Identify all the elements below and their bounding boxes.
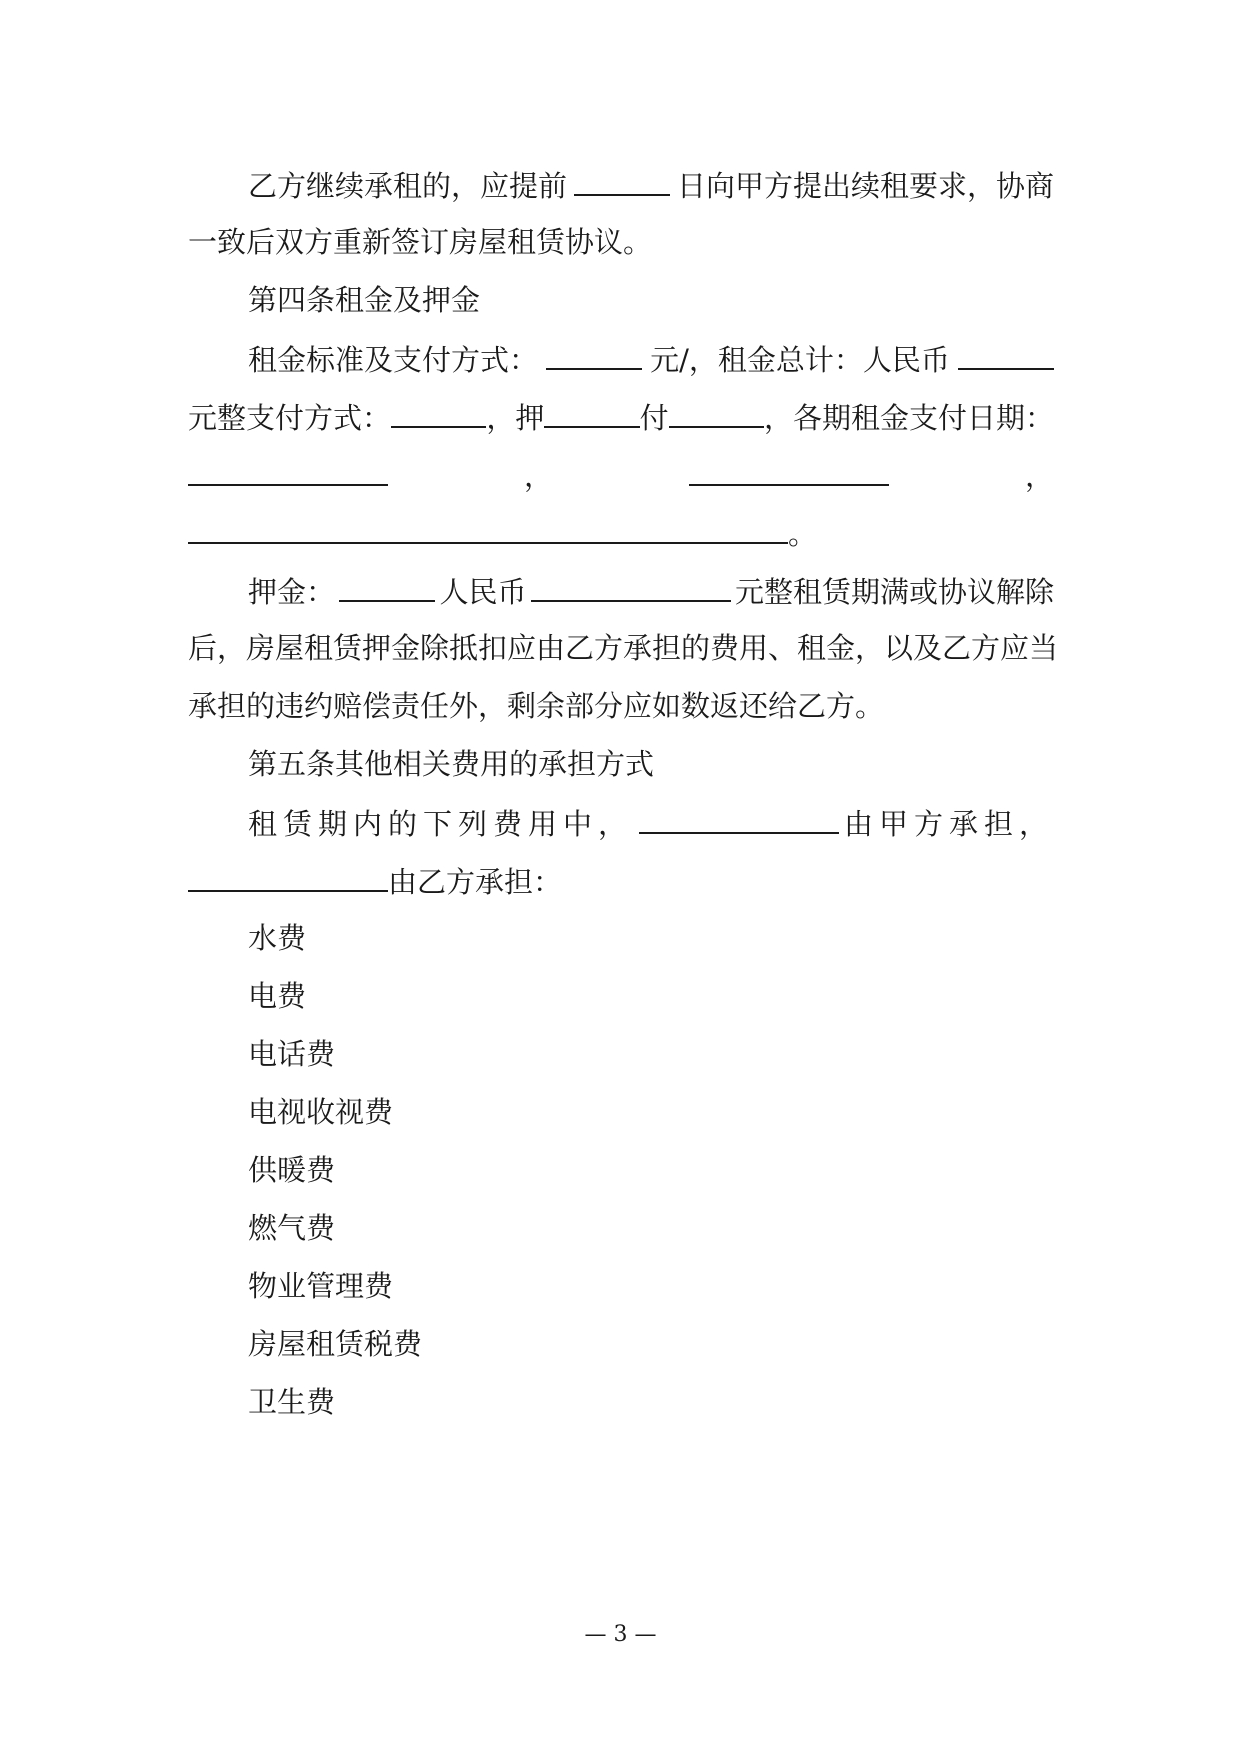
text: 付 [639,401,669,435]
fee-item [248,1034,1054,1074]
payment-dates-line [188,454,1054,494]
fee-item [248,1324,1054,1364]
heading-text: 第五条其他相关费用的承担方式 [248,747,655,781]
fee-item [248,918,1054,958]
blank-payment-method [391,396,486,428]
fee-item [248,1150,1054,1190]
fees-intro-line [248,802,1054,842]
text: ，押 [486,401,545,435]
payment-method-line [188,396,1054,436]
text: 元/，租金总计：人民币 [650,343,950,377]
text: 由乙方承担： [388,865,563,899]
blank-days [574,164,670,196]
deposit-line3 [188,686,1054,726]
article-4-heading [248,280,1054,320]
fees-intro-line2 [188,860,1054,900]
deposit-line2 [188,628,1059,668]
text: 押金： [248,575,336,609]
text: 乙方继续承租的，应提前 [248,169,568,203]
blank-landlord-fees [639,802,839,834]
fee-item [248,1382,1054,1422]
text: 租赁期内的下列费用中， [248,807,634,841]
blank-rent-total [958,338,1054,370]
blank-date-3 [188,512,788,544]
text: 由甲方承担， [843,807,1054,841]
fee-item [248,1092,1054,1132]
separator: ， [1024,459,1054,493]
blank-tenant-fees [188,860,388,892]
blank-deposit-amount [531,570,731,602]
text: 租金标准及支付方式： [248,343,539,377]
text: 日向甲方提出续租要求，协商 [676,169,1054,203]
fee-label: 电视收视费 [248,1095,394,1129]
fee-label: 电费 [248,979,307,1013]
blank-date-1 [188,454,388,486]
text: 一致后双方重新签订房屋租赁协议。 [188,225,653,259]
fee-label: 物业管理费 [248,1269,394,1303]
separator: ， [523,459,553,493]
blank-deposit-months [544,396,639,428]
fee-label: 卫生费 [248,1385,336,1419]
blank-deposit [339,570,435,602]
text: 人民币 [439,575,527,609]
fee-label: 供暖费 [248,1153,336,1187]
text: 元整支付方式： [188,401,392,435]
article-5-heading [248,744,1054,784]
period: 。 [788,517,818,551]
text: 承担的违约赔偿责任外，剩余部分应如数返还给乙方。 [188,689,885,723]
fee-item [248,976,1054,1016]
renewal-paragraph-line2 [188,222,1054,262]
fee-label: 电话费 [248,1037,336,1071]
blank-rent-amount [546,338,642,370]
text: ，各期租金支付日期： [763,401,1054,435]
rent-standard-line [248,338,1054,378]
blank-pay-months [669,396,764,428]
deposit-line [248,570,1054,610]
payment-dates-line2 [188,512,1054,552]
blank-date-2 [689,454,889,486]
heading-text: 第四条租金及押金 [248,283,481,317]
fee-item [248,1266,1054,1306]
text: 元整租赁期满或协议解除 [734,575,1054,609]
page-number: — 3 — [584,1622,657,1647]
fee-label: 燃气费 [248,1211,336,1245]
fee-label: 水费 [248,921,307,955]
text: 后，房屋租赁押金除抵扣应由乙方承担的费用、租金，以及乙方应当 [188,631,1059,665]
renewal-paragraph-line1 [248,164,1054,204]
fee-item [248,1208,1054,1248]
fee-label: 房屋租赁税费 [248,1327,423,1361]
